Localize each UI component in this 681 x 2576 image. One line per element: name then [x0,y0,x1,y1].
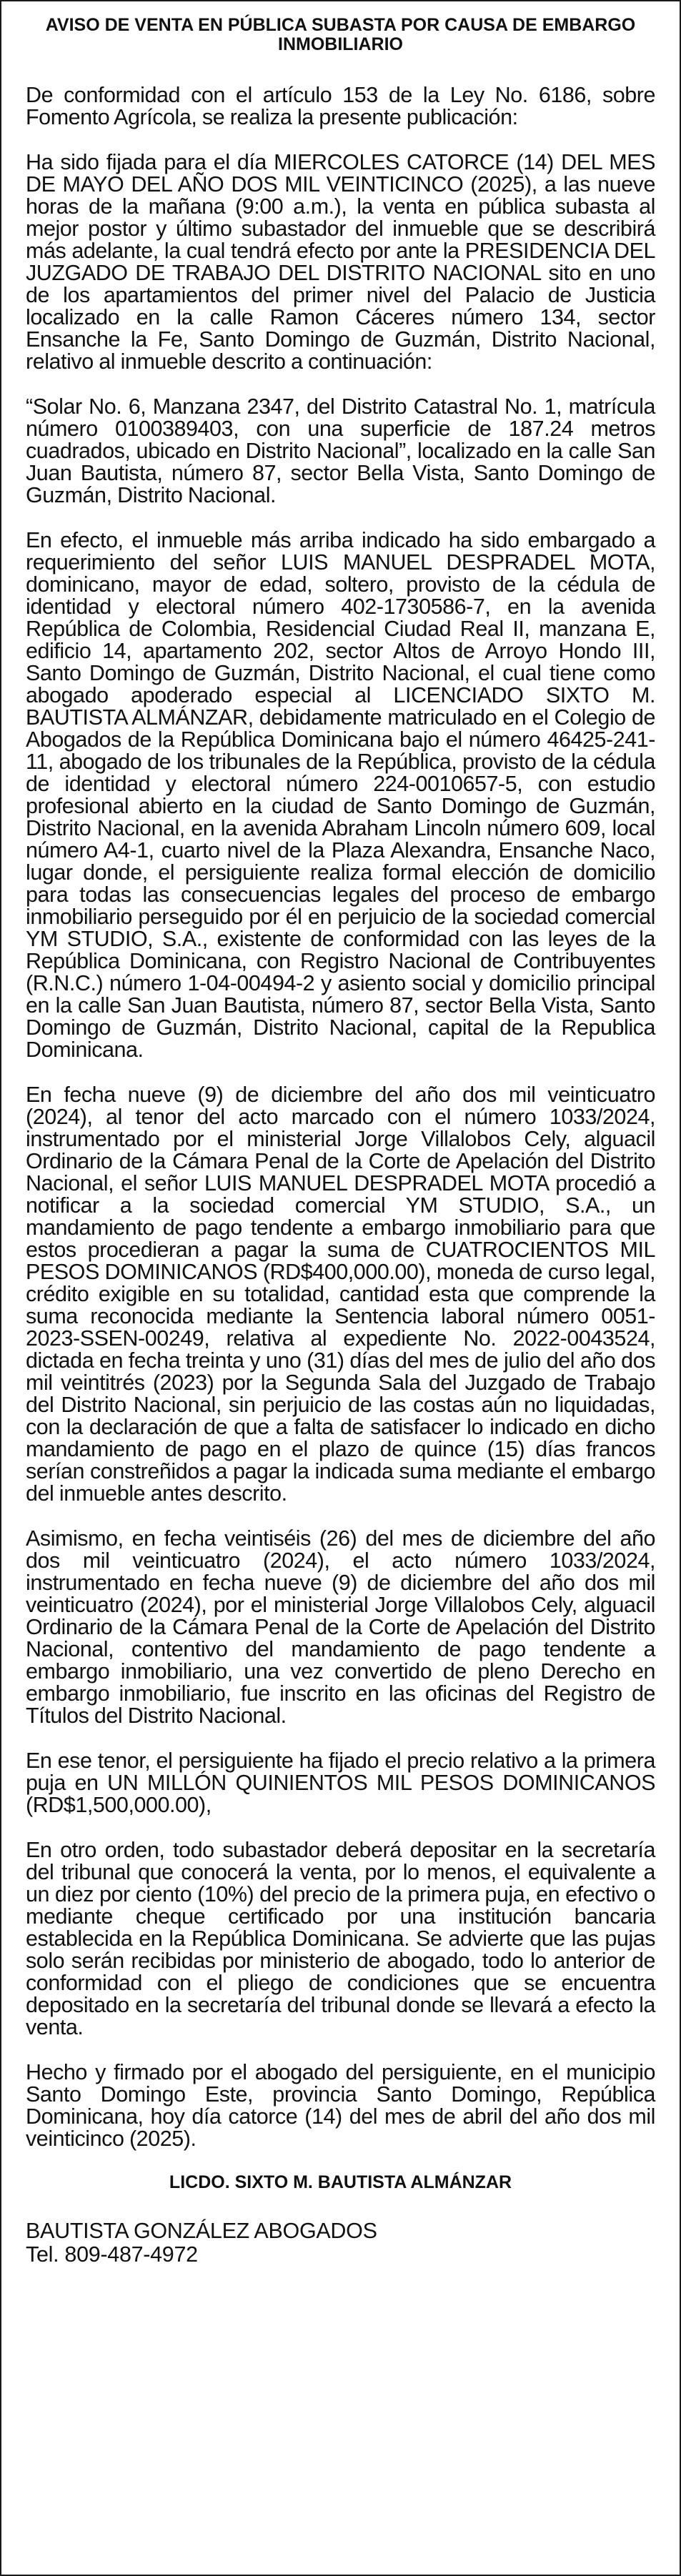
paragraph-registration: Asimismo, en fecha veintiséis (26) del mes de diciembre del año dos mil veinticuatro (2024), el acto número 1033/2024, instrumentado en fecha nueve (9) de diciembre del año dos mil veinticuatro (2024), por el ministerial Jorge Villalobos Cely, alguacil Ordinario de la Cámara Penal de la Corte de Apelación del Distrito Nacional, contentivo del mandamiento de pago tendente a embargo inmobiliario, una vez convertido de pleno Derecho en embargo inmobiliario, fue inscrito en las oficinas del Registro de Títulos del Distrito Nacional. [26,1526,655,1728]
paragraph-opening-bid: En ese tenor, el persiguiente ha fijado el precio relativo a la primera puja en UN MILLÓN QUINIENTOS MIL PESOS DOMINICANOS (RD$1,500,000.00), [26,1749,655,1817]
contact-phone: Tel. 809-487-4972 [26,2242,198,2267]
paragraph-payment-order: En fecha nueve (9) de diciembre del año dos mil veinticuatro (2024), al tenor del acto marcado con el número 1033/2024, instrumentado por el ministerial Jorge Villalobos Cely, alguacil Ordinario de la Cámara Penal de la Corte de Apelación del Distrito Nacional, el señor LUIS MANUEL DESPRADEL MOTA procedió a notificar a la sociedad comercial YM STUDIO, S.A., un mandamiento de pago tendente a embargo inmobiliario para que estos procedieran a pagar la suma de CUATROCIENTOS MIL PESOS DOMINICANOS (RD$400,000.00), moneda de curso legal, crédito exigible en su totalidad, cantidad esta que comprende la suma reconocida mediante la Sentencia laboral número 0051-2023-SSEN-00249, relativa al expediente No. 2022-0043524, dictada en fecha treinta y uno (31) días del mes de julio del año dos mil veintitrés (2023) por la Segunda Sala del Juzgado de Trabajo del Distrito Nacional, sin perjuicio de las costas aún no liquidadas, con la declaración de que a falta de satisfacer lo indicado en dicho mandamiento de pago en el plazo de quince (15) días francos serían constreñidos a pagar la indicada suma mediante el embargo del inmueble antes descrito. [26,1083,655,1506]
law-firm-name: BAUTISTA GONZÁLEZ ABOGADOS [26,2219,377,2243]
paragraph-legal-basis: De conformidad con el artículo 153 de la Ley No. 6186, sobre Fomento Agrícola, se realiza la presente publicación: [26,83,655,129]
paragraph-seizure-parties: En efecto, el inmueble más arriba indicado ha sido embargado a requerimiento del señor LUIS MANUEL DESPRADEL MOTA, dominicano, mayor de edad, soltero, provisto de la cédula de identidad y electoral número 402-1730586-7, en la avenida República de Colombia, Residencial Ciudad Real II, manzana E, edificio 14, apartamento 202, sector Altos de Arroyo Hondo III, Santo Domingo de Guzmán, Distrito Nacional, el cual tiene como abogado apoderado especial al LICENCIADO SIXTO M. BAUTISTA ALMÁNZAR, debidamente matriculado en el Colegio de Abogados de la República Dominicana bajo el número 46425-241-11, abogado de los tribunales de la República, provisto de la cédula de identidad y electoral número 224-0010657-5, con estudio profesional abierto en la ciudad de Santo Domingo de Guzmán, Distrito Nacional, en la avenida Abraham Lincoln número 609, local número A4-1, cuarto nivel de la Plaza Alexandra, Ensanche Naco, lugar donde, el persiguiente realiza formal elección de domicilio para todas las consecuencias legales del proceso de embargo inmobiliario perseguido por él en perjuicio de la sociedad comercial YM STUDIO, S.A., existente de conformidad con las leyes de la República Dominicana, con Registro Nacional de Contribuyentes (R.N.C.) número 1-04-00494-2 y asiento social y domicilio principal en la calle San Juan Bautista, número 87, sector Bella Vista, Santo Domingo de Guzmán, Distrito Nacional, capital de la Republica Dominicana. [26,528,655,1062]
paragraph-auction-date: Ha sido fijada para el día MIERCOLES CATORCE (14) DEL MES DE MAYO DEL AÑO DOS MIL VEINTICINCO (2025), a las nueve horas de la mañana (9:00 a.m.), la venta en pública subasta al mejor postor y último subastador del inmueble que se describirá más adelante, la cual tendrá efecto por ante la PRESIDENCIA DEL JUZGADO DE TRABAJO DEL DISTRITO NACIONAL sito en uno de los apartamientos del primer nivel del Palacio de Justicia localizado en la calle Ramon Cáceres número 134, sector Ensanche la Fe, Santo Domingo de Guzmán, Distrito Nacional, relativo al inmueble descrito a continuación: [26,150,655,374]
paragraph-bidding-conditions: En otro orden, todo subastador deberá depositar en la secretaría del tribunal que conocerá la venta, por lo menos, el equivalente a un diez por ciento (10%) del precio de la primera puja, en efectivo o mediante cheque certificado por una institución bancaria establecida en la República Dominicana. Se advierte que las pujas solo serán recibidas por ministerio de abogado, todo lo anterior de conformidad con el pliego de condiciones que se encuentra depositado en la secretaría del tribunal donde se llevará a efecto la venta. [26,1838,655,2039]
paragraph-signing: Hecho y firmado por el abogado del persiguiente, en el municipio Santo Domingo Este, provincia Santo Domingo, República Dominicana, hoy día catorce (14) del mes de abril del año dos mil veinticinco (2025). [26,2060,655,2151]
paragraph-property-description: “Solar No. 6, Manzana 2347, del Distrito Catastral No. 1, matrícula número 0100389403, con una superficie de 187.24 metros cuadrados, ubicado en Distrito Nacional”, localizado en la calle San Juan Bautista, número 87, sector Bella Vista, Santo Domingo de Guzmán, Distrito Nacional. [26,394,655,507]
notice-title: AVISO DE VENTA EN PÚBLICA SUBASTA POR CAUSA DE EMBARGO INMOBILIARIO [45,15,636,54]
signer-name: LICDO. SIXTO M. BAUTISTA ALMÁNZAR [169,2172,512,2192]
